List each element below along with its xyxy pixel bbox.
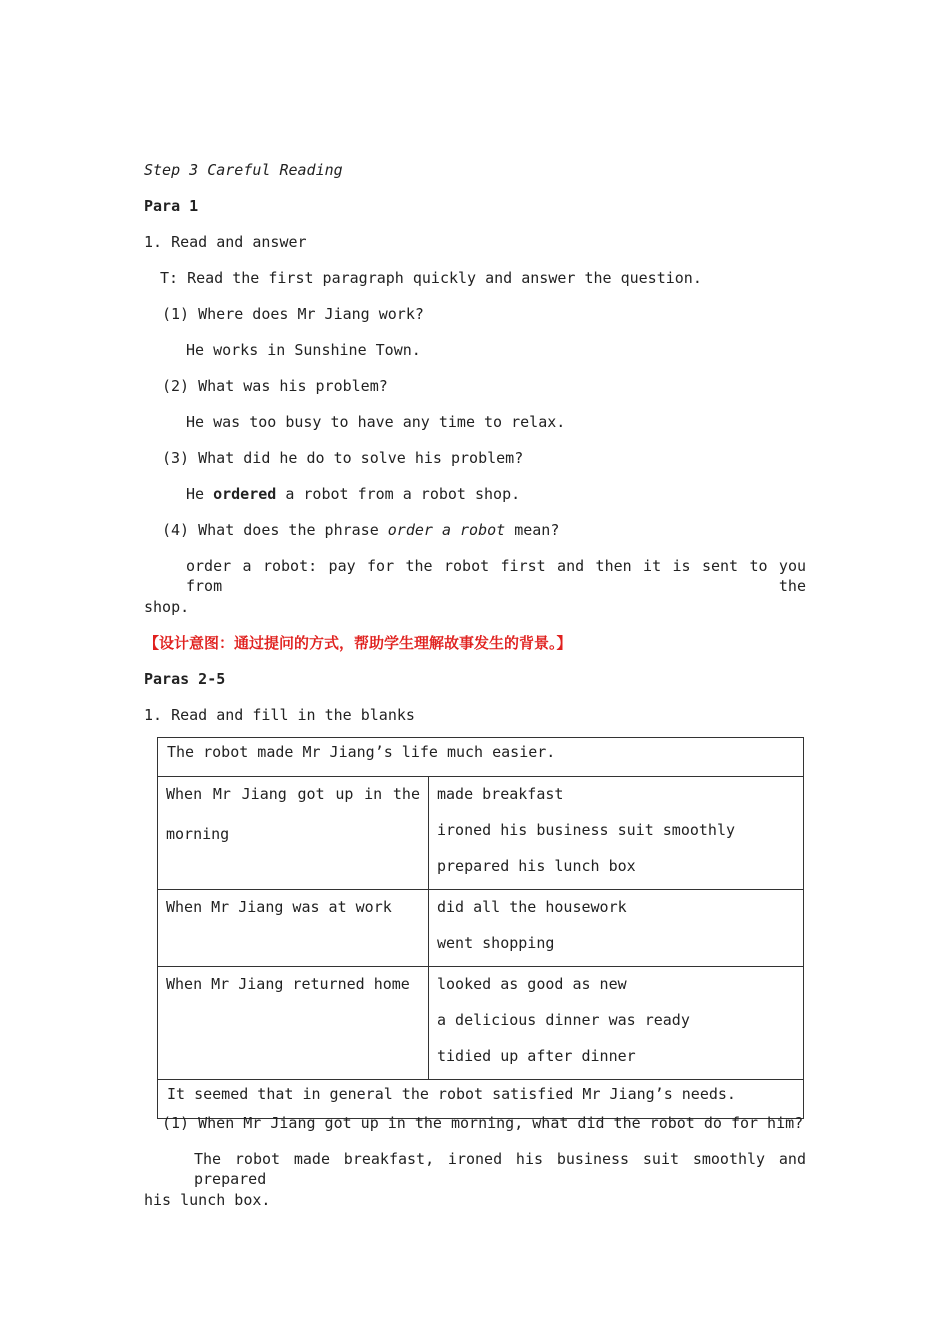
row1-action-3: prepared his lunch box — [437, 857, 636, 875]
table-cell-actions — [429, 890, 804, 967]
row3-left-line1: When Mr Jiang returned home — [166, 975, 410, 993]
paras-heading: Paras 2-5 — [144, 670, 226, 688]
question-5: (1) When Mr Jiang got up in the morning, what did the robot do for him? — [162, 1114, 804, 1132]
table-header-cell: The robot made Mr Jiang’s life much easier. — [158, 738, 804, 777]
answer-3-keyword: ordered — [213, 485, 277, 503]
table-header-row — [158, 738, 804, 777]
row2-left-line1: When Mr Jiang was at work — [166, 898, 392, 916]
row3-action-1: looked as good as new — [437, 975, 627, 993]
para1-task: 1. Read and answer — [144, 233, 307, 251]
answer-1: He works in Sunshine Town. — [186, 341, 421, 359]
row3-action-3: tidied up after dinner — [437, 1047, 636, 1065]
answer-5-line1: The robot made breakfast, ironed his business suit smoothly and prepared — [194, 1150, 806, 1188]
table-cell-actions — [429, 777, 804, 890]
answer-3-pre: He — [186, 485, 205, 503]
question-3: (3) What did he do to solve his problem? — [162, 449, 524, 467]
row1-left-line1: When Mr Jiang got up in the — [166, 785, 420, 803]
table-footer-cell: It seemed that in general the robot satisfied Mr Jiang’s needs. — [158, 1080, 804, 1119]
question-1: (1) Where does Mr Jiang work? — [162, 305, 424, 323]
row1-action-2: ironed his business suit smoothly — [437, 821, 736, 839]
table-row — [158, 890, 804, 967]
para1-instruction: T: Read the first paragraph quickly and answer the question. — [160, 269, 702, 287]
row2-action-1: did all the housework — [437, 898, 627, 916]
row1-left-line2: morning — [166, 825, 230, 843]
answer-3-post: a robot from a robot shop. — [285, 485, 521, 503]
question-4 — [162, 520, 559, 540]
table-row — [158, 777, 804, 890]
question-4-post: mean? — [514, 521, 560, 539]
table-cell-time — [158, 777, 429, 890]
answer-4-line2: shop. — [144, 598, 190, 616]
answer-2: He was too busy to have any time to relax. — [186, 413, 566, 431]
row1-action-1: made breakfast — [437, 785, 564, 803]
step-title: Step 3 Careful Reading — [144, 161, 343, 179]
row3-action-2: a delicious dinner was ready — [437, 1011, 690, 1029]
design-note: 【设计意图：通过提问的方式，帮助学生理解故事发生的背景。】 — [144, 634, 572, 652]
table-cell-time — [158, 890, 429, 967]
question-2: (2) What was his problem? — [162, 377, 388, 395]
answer-5-line2: his lunch box. — [144, 1191, 271, 1209]
answer-3 — [186, 484, 520, 504]
answer-4-line1: order a robot: pay for the robot first and then it is sent to you from the — [186, 557, 806, 595]
table-cell-time — [158, 967, 429, 1080]
question-4-phrase: order a robot — [387, 521, 506, 539]
row2-action-2: went shopping — [437, 934, 555, 952]
fill-blanks-table — [157, 737, 804, 1119]
para1-heading: Para 1 — [144, 197, 199, 215]
question-4-pre: (4) What does the phrase — [162, 521, 379, 539]
paras-task: 1. Read and fill in the blanks — [144, 706, 415, 724]
table-row — [158, 967, 804, 1080]
table-cell-actions — [429, 967, 804, 1080]
